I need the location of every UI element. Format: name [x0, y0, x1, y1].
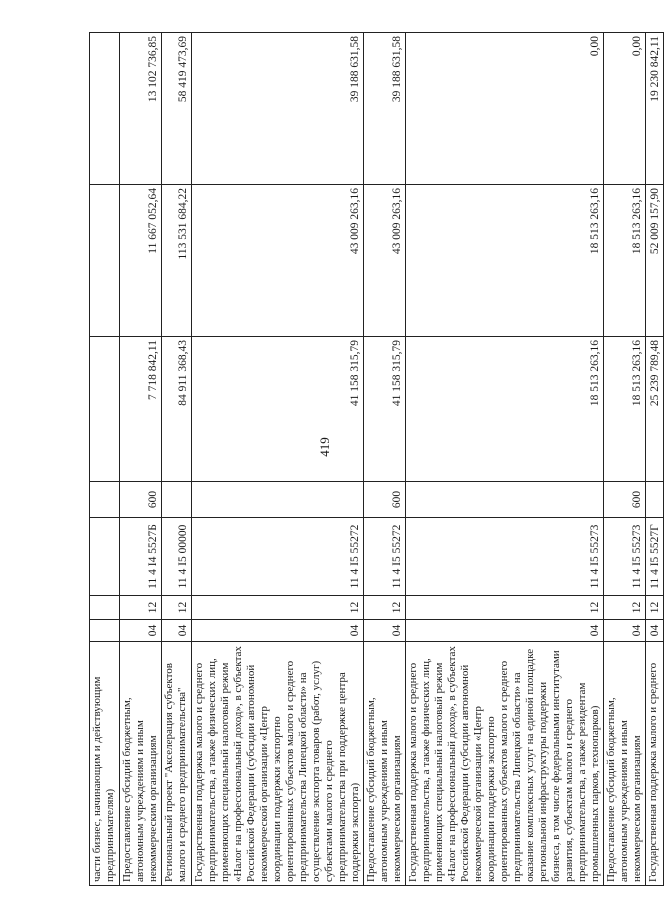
- amount-year-1: [90, 337, 120, 482]
- subsection-code: 12: [646, 596, 664, 620]
- table-row: [364, 33, 406, 886]
- amount-year-3: 0,00: [406, 33, 604, 185]
- row-name: Государственная поддержка малого и среднего предпринимательства, а также физических лиц, применяющих специальный налоговый режим «Налог на профессиональный доход», в субъектах Российской Федерации (субсидии автономной некоммерческой организации «Центр координации поддержки экспортно ориентированных субъектов малого и среднего предпринимательства Липецкой области» на осуществление экспорта товаров (работ, услуг) субъектами малого и среднего предпринимательства при поддержке центра поддержки экспорта): [192, 642, 364, 886]
- target-article-code: 11 4 I4 5527Б: [120, 518, 162, 596]
- target-article-code: 11 4 I5 5527Г: [646, 518, 664, 596]
- amount-year-1: 25 239 789,48: [646, 337, 664, 482]
- target-article-code: 11 4 I5 00000: [162, 518, 192, 596]
- amount-year-2: 113 531 684,22: [162, 185, 192, 337]
- expense-type-code: 600: [364, 482, 406, 518]
- section-code: 04: [604, 620, 646, 642]
- amount-year-3: 39 188 631,58: [192, 33, 364, 185]
- target-article-code: 11 4 I5 55273: [604, 518, 646, 596]
- target-article-code: 11 4 I5 55272: [192, 518, 364, 596]
- amount-year-3: 0,00: [604, 33, 646, 185]
- amount-year-3: 39 188 631,58: [364, 33, 406, 185]
- amount-year-2: 18 513 263,16: [604, 185, 646, 337]
- target-article-code: 11 4 I5 55273: [406, 518, 604, 596]
- table-row: [162, 33, 192, 886]
- section-code: 04: [192, 620, 364, 642]
- amount-year-1: 41 158 315,79: [192, 337, 364, 482]
- row-name: Региональный проект "Акселерация субъектов малого и среднего предпринимательства": [162, 642, 192, 886]
- subsection-code: 12: [604, 596, 646, 620]
- amount-year-1: 18 513 263,16: [406, 337, 604, 482]
- expense-type-code: [646, 482, 664, 518]
- expense-type-code: [90, 482, 120, 518]
- amount-year-2: [90, 185, 120, 337]
- subsection-code: 12: [192, 596, 364, 620]
- subsection-code: 12: [162, 596, 192, 620]
- row-name: Государственная поддержка малого и среднего: [646, 642, 664, 886]
- section-code: 04: [120, 620, 162, 642]
- expense-type-code: [192, 482, 364, 518]
- section-code: 04: [162, 620, 192, 642]
- amount-year-1: 41 158 315,79: [364, 337, 406, 482]
- row-name: части бизнес, начинающим и действующим предпринимателям): [90, 642, 120, 886]
- amount-year-1: 18 513 263,16: [604, 337, 646, 482]
- target-article-code: [90, 518, 120, 596]
- budget-table-frame: [89, 33, 661, 886]
- amount-year-2: 43 009 263,16: [364, 185, 406, 337]
- expense-type-code: 600: [604, 482, 646, 518]
- rotated-sheet: [89, 33, 661, 886]
- table-row: [192, 33, 364, 886]
- amount-year-2: 43 009 263,16: [192, 185, 364, 337]
- subsection-code: 12: [364, 596, 406, 620]
- amount-year-3: [90, 33, 120, 185]
- amount-year-2: 18 513 263,16: [406, 185, 604, 337]
- subsection-code: [90, 596, 120, 620]
- amount-year-2: 52 009 157,90: [646, 185, 664, 337]
- amount-year-3: 58 419 473,69: [162, 33, 192, 185]
- target-article-code: 11 4 I5 55272: [364, 518, 406, 596]
- page-number: 419: [317, 437, 332, 457]
- table-row: [90, 33, 120, 886]
- table-row: [646, 33, 664, 886]
- row-name: Предоставление субсидий бюджетным, автономным учреждениям и иным некоммерческим организациям: [604, 642, 646, 886]
- section-code: 04: [364, 620, 406, 642]
- row-name: Предоставление субсидий бюджетным, автономным учреждениям и иным некоммерческим организациям: [120, 642, 162, 886]
- amount-year-1: 84 911 368,43: [162, 337, 192, 482]
- amount-year-1: 7 718 842,11: [120, 337, 162, 482]
- expense-type-code: 600: [120, 482, 162, 518]
- subsection-code: 12: [120, 596, 162, 620]
- amount-year-3: 13 102 736,85: [120, 33, 162, 185]
- amount-year-3: 19 230 842,11: [646, 33, 664, 185]
- expense-type-code: [406, 482, 604, 518]
- expense-type-code: [162, 482, 192, 518]
- amount-year-2: 11 667 052,64: [120, 185, 162, 337]
- section-code: 04: [646, 620, 664, 642]
- section-code: [90, 620, 120, 642]
- table-row: [604, 33, 646, 886]
- row-name: Предоставление субсидий бюджетным, автономным учреждениям и иным некоммерческим организациям: [364, 642, 406, 886]
- budget-table: [89, 32, 664, 886]
- subsection-code: 12: [406, 596, 604, 620]
- table-row: [120, 33, 162, 886]
- row-name: Государственная поддержка малого и среднего предпринимательства, а также физических лиц, применяющих специальный налоговый режим «Налог на профессиональный доход», в субъектах Российской Федерации (субсидии автономной некоммерческой организации «Центр координации поддержки экспортно ориентированных субъектов малого и среднего предпринимательства Липецкой области» на оказание комплексных услуг на единой площадке региональной инфраструктуры поддержки бизнеса, в том числе федеральными институтами развития, субъектам малого и среднего предпринимательства, а также резидентам промышленных парков, технопарков): [406, 642, 604, 886]
- table-row: [406, 33, 604, 886]
- section-code: 04: [406, 620, 604, 642]
